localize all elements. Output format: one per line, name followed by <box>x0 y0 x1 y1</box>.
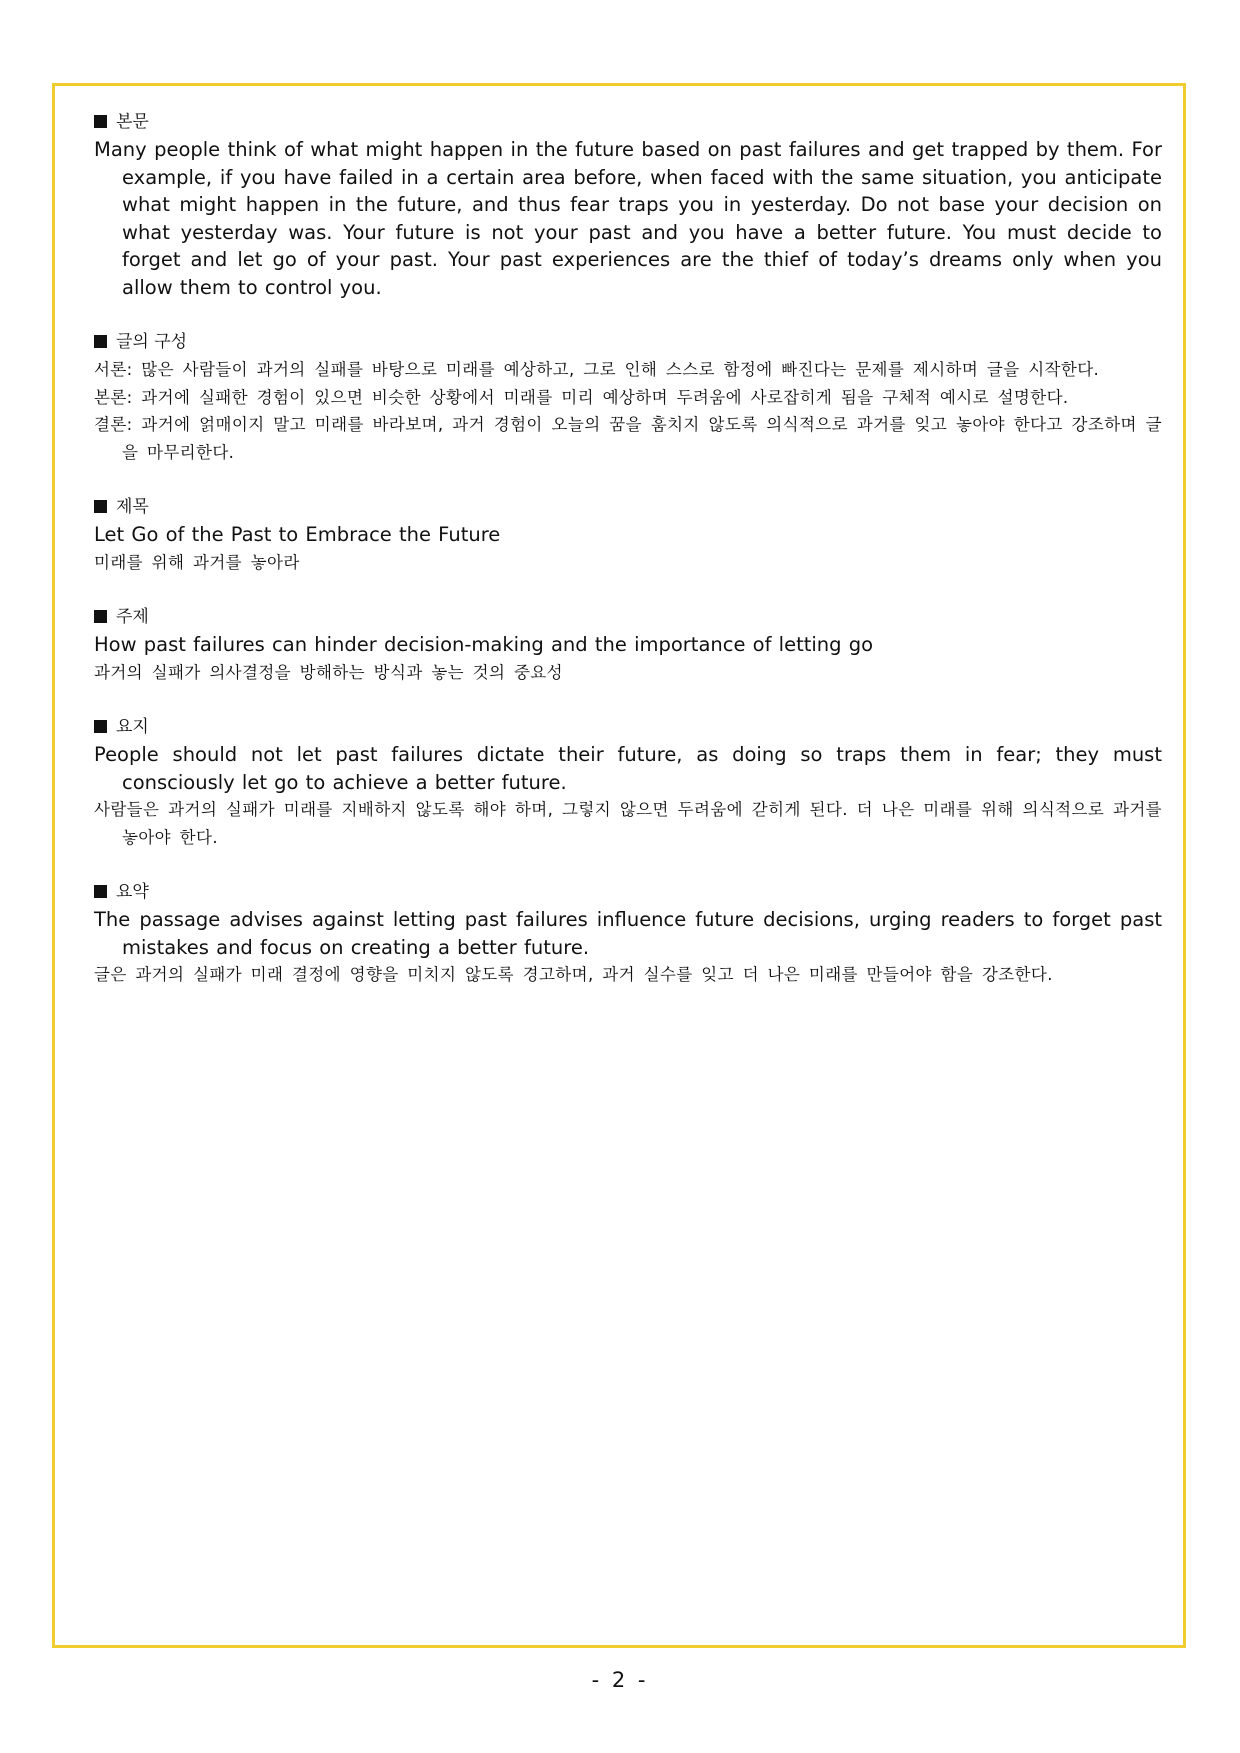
title-english: Let Go of the Past to Embrace the Future <box>94 523 501 546</box>
structure-conclusion: 결론: 과거에 얽매이지 말고 미래를 바라보며, 과거 경험이 오늘의 꿈을 훔치지 않도록 의식적으로 과거를 잊고 놓아야 한다고 강조하며 글을 마무리한다. <box>94 415 1162 462</box>
section-heading <box>94 603 1162 631</box>
heading-label: 글의 구성 <box>116 332 188 352</box>
heading-label: 요지 <box>116 717 149 737</box>
title-korean: 미래를 위해 과거를 놓아라 <box>94 552 300 572</box>
passage-text: Many people think of what might happen in the future based on past failures and get trapped by them. For example, if you have failed in a certain area before, when faced with the same situation, you anticipate what might happen in the future, and thus fear traps you in yesterday. Do not base your decision on what yesterday was. Your future is not your past and you have a better future. You must decide to forget and let go of your past. Your past experiences are the thief of today’s dreams only when you allow them to control you. <box>94 138 1162 299</box>
section-topic <box>94 603 1162 686</box>
section-heading <box>94 328 1162 356</box>
heading-label: 제목 <box>116 497 149 517</box>
structure-body: 본론: 과거에 실패한 경험이 있으면 비슷한 상황에서 미래를 미리 예상하며 두려움에 사로잡히게 됨을 구체적 예시로 설명한다. <box>94 387 1069 407</box>
topic-english: How past failures can hinder decision-making and the importance of letting go <box>94 633 874 656</box>
black-square-icon <box>94 720 107 733</box>
black-square-icon <box>94 335 107 348</box>
black-square-icon <box>94 885 107 898</box>
worksheet-content <box>94 108 1162 1016</box>
section-heading <box>94 493 1162 521</box>
section-gist <box>94 713 1162 851</box>
section-title <box>94 493 1162 576</box>
page-number: - 2 - <box>591 1668 649 1692</box>
gist-korean: 사람들은 과거의 실패가 미래를 지배하지 않도록 해야 하며, 그렇지 않으면 두려움에 갇히게 된다. 더 나은 미래를 위해 의식적으로 과거를 놓아야 한다. <box>94 800 1162 847</box>
section-structure <box>94 328 1162 466</box>
gist-english: People should not let past failures dictate their future, as doing so traps them in fear; they must consciously let go to achieve a better future. <box>94 743 1162 794</box>
summary-korean: 글은 과거의 실패가 미래 결정에 영향을 미치지 않도록 경고하며, 과거 실수를 잊고 더 나은 미래를 만들어야 함을 강조한다. <box>94 965 1053 984</box>
heading-label: 주제 <box>116 607 149 627</box>
section-heading <box>94 713 1162 741</box>
black-square-icon <box>94 610 107 623</box>
structure-intro: 서론: 많은 사람들이 과거의 실패를 바탕으로 미래를 예상하고, 그로 인해 스스로 함정에 빠진다는 문제를 제시하며 글을 시작한다. <box>94 360 1100 379</box>
black-square-icon <box>94 500 107 513</box>
topic-korean: 과거의 실패가 의사결정을 방해하는 방식과 놓는 것의 중요성 <box>94 662 563 682</box>
heading-label: 요약 <box>116 882 149 902</box>
heading-label: 본문 <box>116 112 149 132</box>
section-body <box>94 108 1162 301</box>
section-heading <box>94 878 1162 906</box>
summary-english: The passage advises against letting past failures influence future decisions, urging readers to forget past mistakes and focus on creating a better future. <box>94 908 1162 959</box>
section-summary <box>94 878 1162 989</box>
black-square-icon <box>94 115 107 128</box>
section-heading <box>94 108 1162 136</box>
